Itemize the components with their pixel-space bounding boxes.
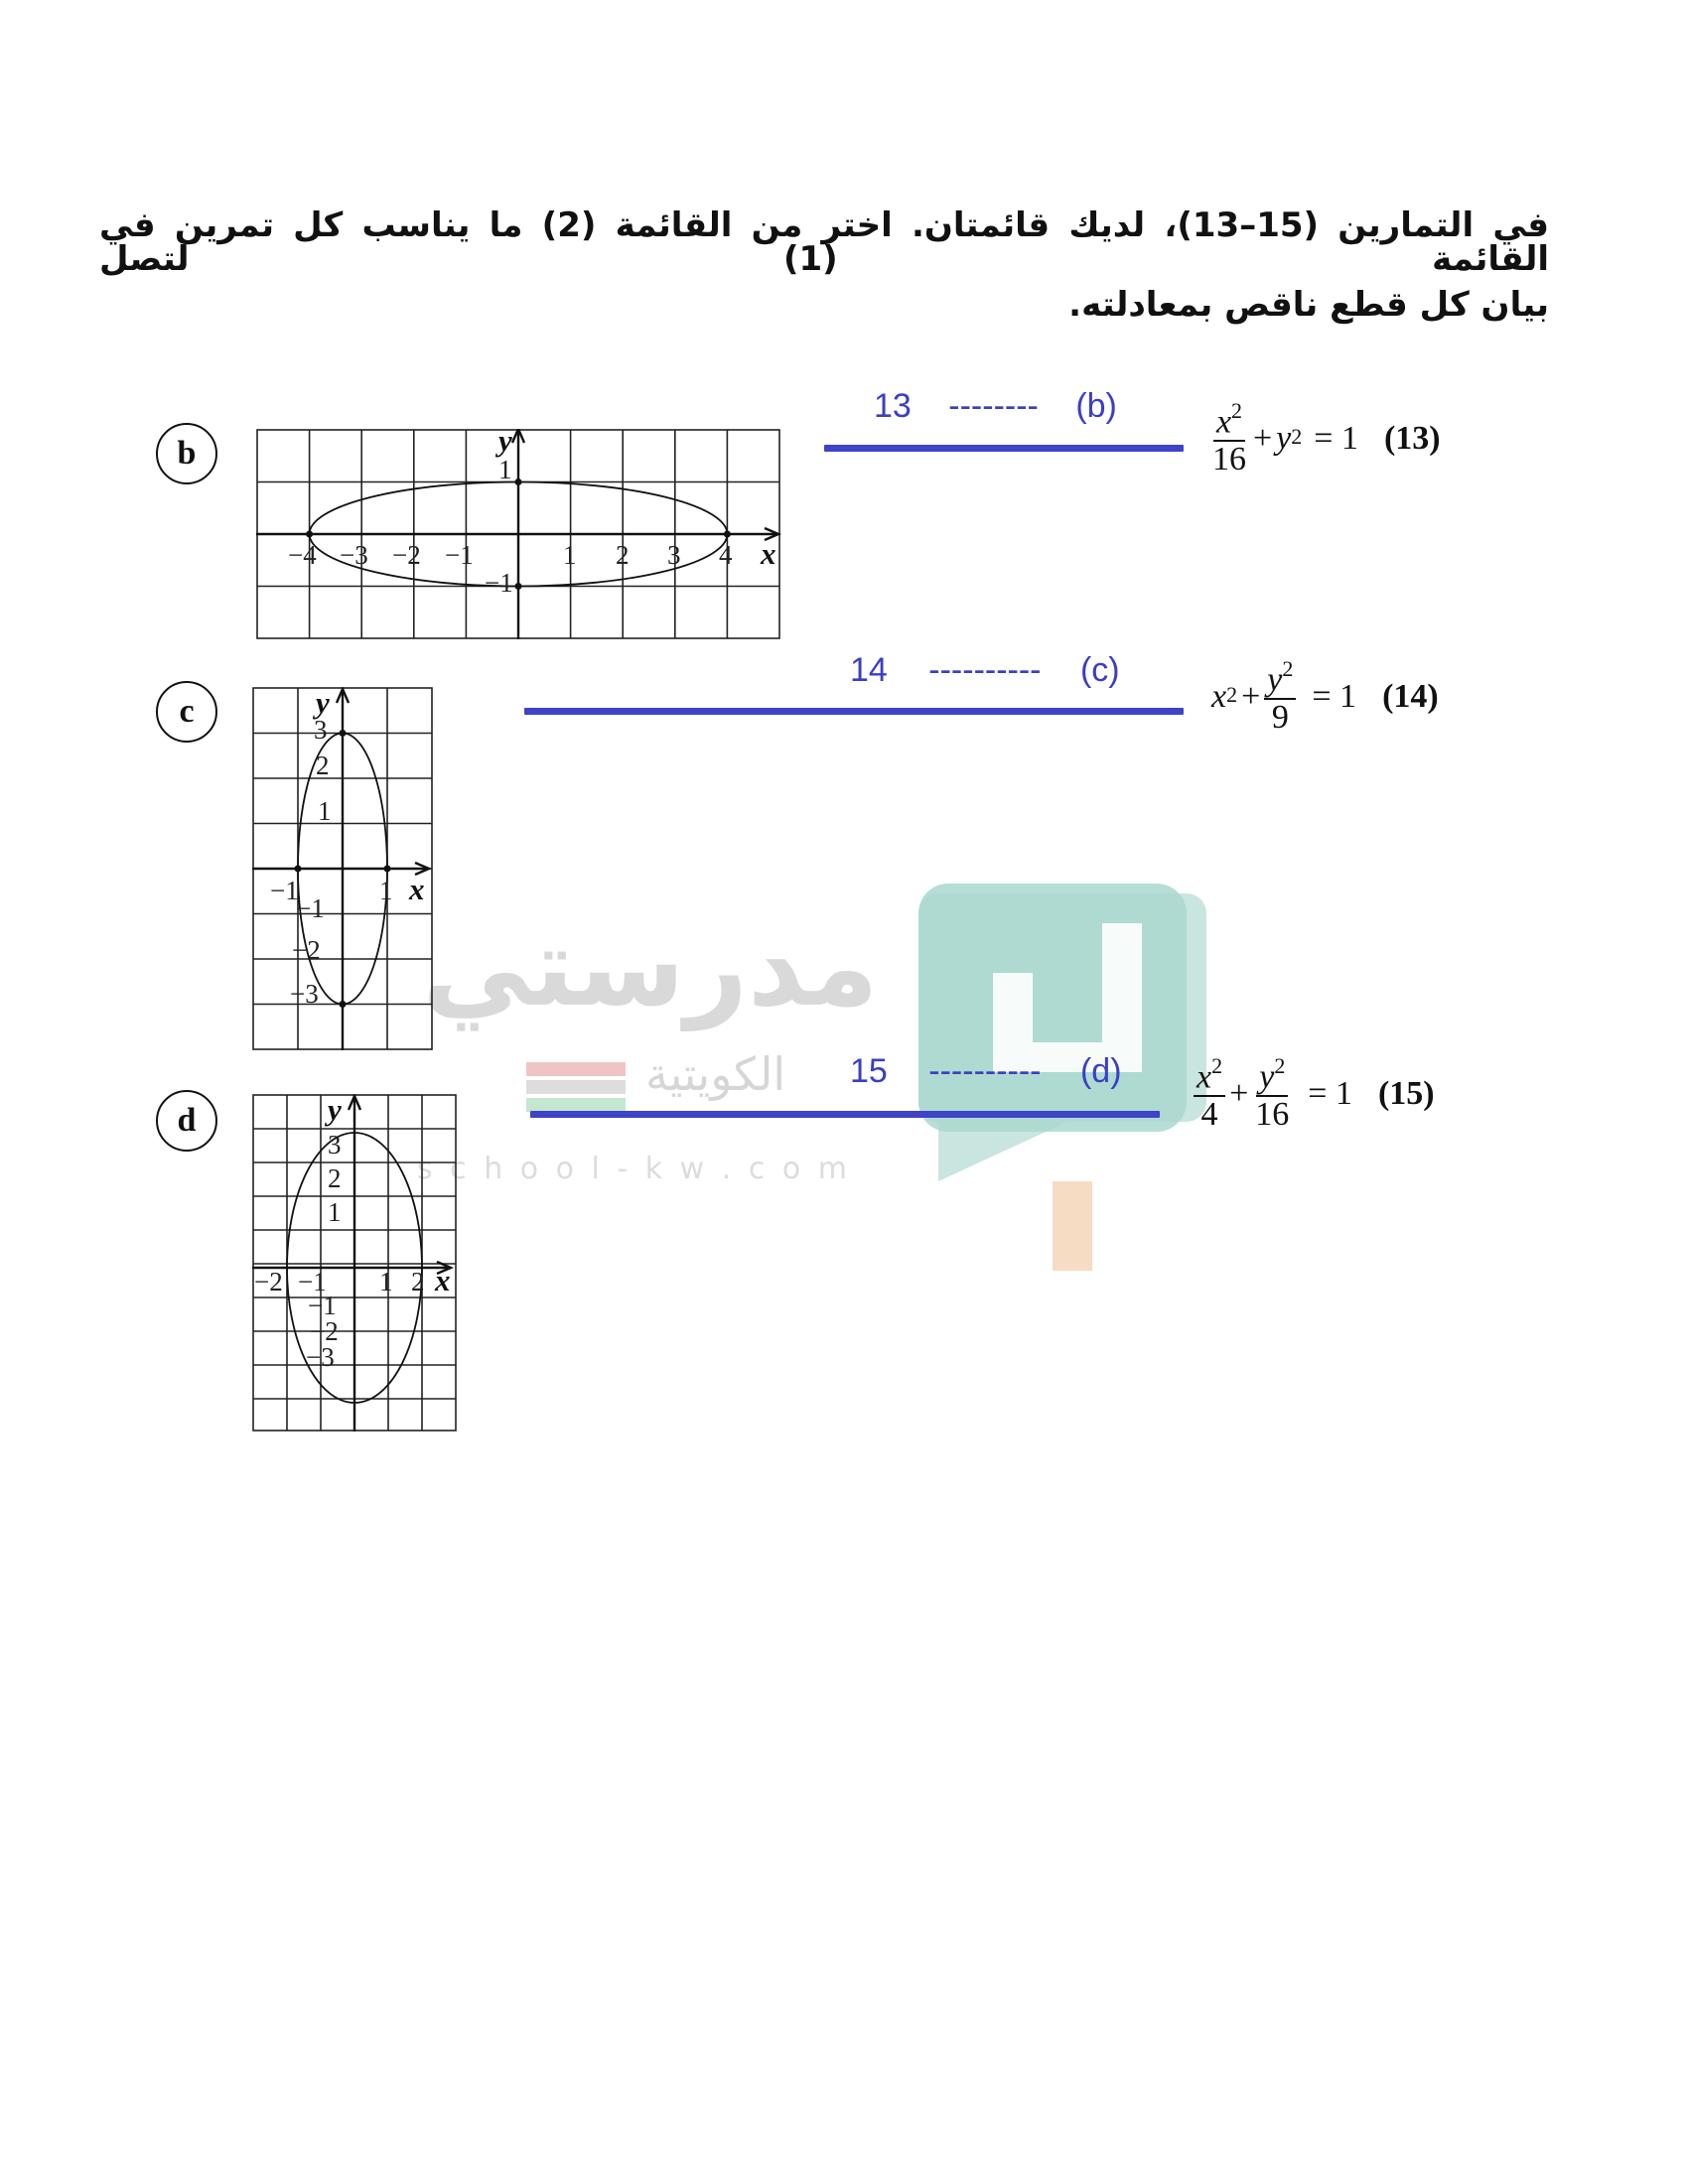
- y-tick-label: 3: [314, 715, 328, 745]
- y-tick-label: −3: [290, 979, 319, 1009]
- x-tick-label: 2: [411, 1267, 425, 1297]
- var-x: x: [1211, 678, 1227, 716]
- x-tick-label: 1: [379, 1267, 393, 1297]
- y-tick-label: −1: [296, 893, 325, 923]
- answer-dashes: ----------: [928, 651, 1042, 689]
- exponent: 2: [1231, 398, 1243, 423]
- plus-sign: +: [1241, 678, 1261, 716]
- var-y: y: [1259, 1058, 1275, 1096]
- x-tick-label: −3: [340, 540, 368, 570]
- equation-number: (13): [1383, 420, 1441, 458]
- equation-number: (15): [1377, 1075, 1435, 1113]
- y-axis-label: y: [316, 687, 330, 720]
- y-axis-label: y: [498, 429, 512, 458]
- y-axis-label: y: [328, 1094, 342, 1127]
- exponent: 2: [1226, 682, 1238, 708]
- x-tick-label: −1: [270, 876, 299, 905]
- x-tick-label: −2: [254, 1267, 283, 1297]
- instructions-line-1: في التمارين (15–13)، لديك قائمتان. اختر من القائمة (2) ما يناسب كل تمرين في القائمة (1) لتصل: [99, 205, 1550, 279]
- answer-14: [850, 651, 1120, 690]
- watermark: [397, 874, 1291, 1291]
- exponent: 2: [1291, 424, 1303, 450]
- answer-dashes: ----------: [928, 1052, 1042, 1090]
- answer-line-13: [824, 445, 1184, 452]
- x-tick-label: 4: [719, 540, 733, 570]
- y-tick-label: −3: [306, 1342, 335, 1372]
- y-tick-label: 2: [316, 751, 330, 780]
- fraction: [1194, 1053, 1225, 1134]
- y-tick-label: 1: [328, 1197, 342, 1227]
- graph-c: [252, 687, 435, 1052]
- x-axis-label: x: [761, 536, 776, 571]
- watermark-title: مدرستي: [422, 903, 879, 1030]
- plus-sign: +: [1253, 420, 1273, 458]
- answer-15: [850, 1052, 1122, 1091]
- fraction: [1252, 1053, 1292, 1134]
- denominator: 4: [1200, 1096, 1218, 1134]
- answer-13: [874, 387, 1117, 426]
- answer-number: 15: [850, 1052, 888, 1090]
- equation-number: (14): [1382, 678, 1439, 716]
- y-tick-label: −2: [310, 1316, 339, 1346]
- instructions-line-2: بيان كل قطع ناقص بمعادلته.: [1068, 285, 1549, 325]
- y-tick-label: −1: [308, 1291, 337, 1320]
- y-tick-label: 2: [328, 1163, 342, 1193]
- equals-one: = 1: [1308, 1075, 1352, 1113]
- answer-number: 13: [874, 387, 912, 425]
- var-x: x: [1215, 403, 1232, 441]
- denominator: 9: [1271, 699, 1289, 737]
- exponent: 2: [1274, 1053, 1286, 1078]
- equals-one: = 1: [1314, 420, 1358, 458]
- equation-15: [1190, 1053, 1435, 1134]
- x-tick-label: −1: [298, 1267, 327, 1297]
- denominator: 16: [1212, 441, 1246, 478]
- var-y: y: [1267, 661, 1283, 699]
- y-tick-label: 1: [498, 455, 512, 484]
- graph-label-b: b: [156, 423, 217, 484]
- equation-13: [1205, 398, 1441, 478]
- x-tick-label: 1: [379, 876, 393, 905]
- plus-sign: +: [1229, 1075, 1249, 1113]
- answer-number: 14: [850, 651, 888, 689]
- exponent: 2: [1282, 656, 1294, 681]
- watermark-subtitle: الكويتية: [645, 1047, 786, 1101]
- answer-line-14: [524, 708, 1184, 715]
- x-tick-label: −2: [392, 540, 421, 570]
- x-tick-label: 2: [616, 540, 630, 570]
- y-tick-label: −1: [485, 568, 513, 598]
- var-x: x: [1196, 1058, 1212, 1096]
- y-tick-label: 3: [328, 1130, 342, 1160]
- graph-d: [252, 1094, 457, 1433]
- answer-letter: (c): [1079, 651, 1120, 689]
- var-y: y: [1276, 420, 1292, 458]
- fraction: [1264, 656, 1296, 737]
- answer-letter: (d): [1079, 1052, 1122, 1090]
- equals-one: = 1: [1312, 678, 1357, 716]
- equation-14: [1211, 656, 1439, 737]
- answer-line-15: [530, 1111, 1160, 1118]
- graph-label-d: d: [156, 1090, 217, 1152]
- graph-b: [256, 429, 786, 641]
- y-tick-label: −2: [292, 935, 321, 965]
- x-axis-label: x: [435, 1263, 451, 1297]
- x-axis-label: x: [409, 872, 425, 906]
- watermark-url: s c h o o l - k w . c o m: [417, 1152, 851, 1186]
- denominator: 16: [1255, 1096, 1290, 1134]
- answer-dashes: --------: [948, 387, 1039, 425]
- y-tick-label: 1: [318, 796, 332, 826]
- x-tick-label: 3: [667, 540, 681, 570]
- answer-letter: (b): [1075, 387, 1117, 425]
- x-tick-label: 1: [563, 540, 577, 570]
- x-tick-label: −1: [445, 540, 474, 570]
- x-tick-label: −4: [288, 540, 317, 570]
- fraction: [1209, 398, 1249, 478]
- graph-label-c: c: [156, 681, 217, 743]
- exponent: 2: [1211, 1053, 1223, 1078]
